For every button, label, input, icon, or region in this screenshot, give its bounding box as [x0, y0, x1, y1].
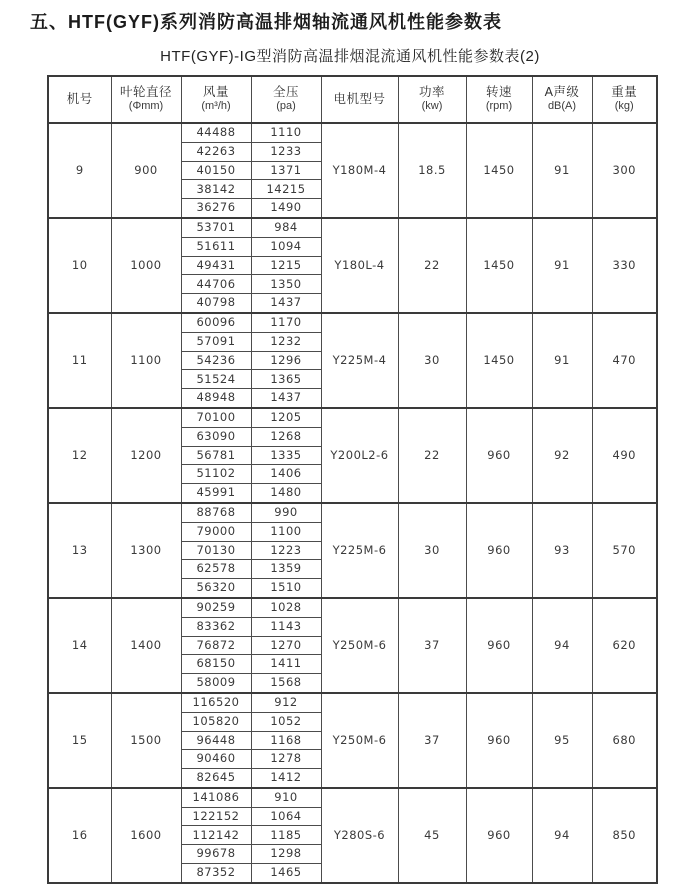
page-title: 五、HTF(GYF)系列消防高温排烟轴流通风机性能参数表 [30, 12, 502, 32]
airflow-cell: 58009 [181, 674, 251, 693]
header-speed [466, 76, 532, 123]
weight-cell: 330 [592, 218, 657, 313]
weight-cell: 570 [592, 503, 657, 598]
noise-level-cell: 94 [532, 788, 592, 883]
noise-level-cell: 93 [532, 503, 592, 598]
speed-cell: 1450 [466, 123, 532, 218]
power-cell: 37 [398, 693, 466, 788]
pressure-cell: 1270 [251, 636, 321, 655]
pressure-cell: 1480 [251, 484, 321, 503]
pressure-cell: 984 [251, 218, 321, 237]
airflow-cell: 96448 [181, 731, 251, 750]
airflow-cell: 70130 [181, 541, 251, 560]
pressure-cell: 1298 [251, 845, 321, 864]
speed-cell: 1450 [466, 218, 532, 313]
impeller-diameter-cell: 1000 [111, 218, 181, 313]
header-unit: (rpm) [485, 100, 513, 113]
power-cell: 45 [398, 788, 466, 883]
table-row [48, 123, 657, 142]
speed-cell: 1450 [466, 313, 532, 408]
header-machine-no [48, 76, 111, 123]
machine-no-cell: 14 [48, 598, 111, 693]
airflow-cell: 141086 [181, 788, 251, 807]
airflow-cell: 40150 [181, 161, 251, 180]
motor-model-cell: Y180L-4 [321, 218, 398, 313]
motor-model-cell: Y225M-6 [321, 503, 398, 598]
pressure-cell: 1437 [251, 389, 321, 408]
motor-model-cell: Y225M-4 [321, 313, 398, 408]
header-unit: (m³/h) [201, 100, 231, 113]
pressure-cell: 1465 [251, 864, 321, 883]
pressure-cell: 1168 [251, 731, 321, 750]
machine-no-cell: 16 [48, 788, 111, 883]
motor-model-cell: Y250M-6 [321, 598, 398, 693]
header-motor-model [321, 76, 398, 123]
pressure-cell: 1406 [251, 465, 321, 484]
header-label: 机号 [66, 91, 93, 106]
header-unit: (pa) [276, 100, 296, 113]
pressure-cell: 1411 [251, 655, 321, 674]
header-label: 电机型号 [333, 91, 386, 106]
speed-cell: 960 [466, 788, 532, 883]
pressure-cell: 1028 [251, 598, 321, 617]
airflow-cell: 48948 [181, 389, 251, 408]
header-label: 全压 [272, 84, 299, 99]
pressure-cell: 1232 [251, 332, 321, 351]
airflow-cell: 70100 [181, 408, 251, 427]
table-header-row [48, 76, 657, 123]
power-cell: 18.5 [398, 123, 466, 218]
impeller-diameter-cell: 1400 [111, 598, 181, 693]
power-cell: 37 [398, 598, 466, 693]
motor-model-cell: Y200L2-6 [321, 408, 398, 503]
airflow-cell: 49431 [181, 256, 251, 275]
motor-model-cell: Y180M-4 [321, 123, 398, 218]
pressure-cell: 1490 [251, 199, 321, 218]
machine-no-cell: 11 [48, 313, 111, 408]
table-row [48, 693, 657, 712]
airflow-cell: 42263 [181, 142, 251, 161]
header-label: 风量 [202, 84, 229, 99]
noise-level-cell: 91 [532, 313, 592, 408]
pressure-cell: 1437 [251, 294, 321, 313]
airflow-cell: 88768 [181, 503, 251, 522]
motor-model-cell: Y280S-6 [321, 788, 398, 883]
airflow-cell: 45991 [181, 484, 251, 503]
header-label: A声级 [544, 84, 580, 99]
pressure-cell: 1371 [251, 161, 321, 180]
weight-cell: 680 [592, 693, 657, 788]
airflow-cell: 44488 [181, 123, 251, 142]
header-pressure [251, 76, 321, 123]
pressure-cell: 1359 [251, 560, 321, 579]
airflow-cell: 68150 [181, 655, 251, 674]
airflow-cell: 51102 [181, 465, 251, 484]
airflow-cell: 53701 [181, 218, 251, 237]
header-label: 叶轮直径 [119, 84, 172, 99]
airflow-cell: 82645 [181, 769, 251, 788]
airflow-cell: 90259 [181, 598, 251, 617]
weight-cell: 470 [592, 313, 657, 408]
header-unit: (kw) [421, 100, 443, 113]
airflow-cell: 76872 [181, 636, 251, 655]
fan-performance-table [47, 75, 658, 884]
weight-cell: 490 [592, 408, 657, 503]
impeller-diameter-cell: 1200 [111, 408, 181, 503]
pressure-cell: 1170 [251, 313, 321, 332]
speed-cell: 960 [466, 503, 532, 598]
airflow-cell: 44706 [181, 275, 251, 294]
pressure-cell: 1568 [251, 674, 321, 693]
machine-no-cell: 15 [48, 693, 111, 788]
airflow-cell: 60096 [181, 313, 251, 332]
impeller-diameter-cell: 900 [111, 123, 181, 218]
impeller-diameter-cell: 1100 [111, 313, 181, 408]
table-row [48, 218, 657, 237]
pressure-cell: 1094 [251, 237, 321, 256]
header-impeller-diameter [111, 76, 181, 123]
pressure-cell: 1278 [251, 750, 321, 769]
airflow-cell: 51524 [181, 370, 251, 389]
weight-cell: 620 [592, 598, 657, 693]
pressure-cell: 1143 [251, 617, 321, 636]
pressure-cell: 1100 [251, 522, 321, 541]
pressure-cell: 1215 [251, 256, 321, 275]
pressure-cell: 1510 [251, 579, 321, 598]
header-unit: dB(A) [547, 100, 577, 113]
airflow-cell: 36276 [181, 199, 251, 218]
pressure-cell: 1296 [251, 351, 321, 370]
table-row [48, 503, 657, 522]
machine-no-cell: 13 [48, 503, 111, 598]
airflow-cell: 87352 [181, 864, 251, 883]
impeller-diameter-cell: 1300 [111, 503, 181, 598]
airflow-cell: 63090 [181, 427, 251, 446]
airflow-cell: 90460 [181, 750, 251, 769]
airflow-cell: 116520 [181, 693, 251, 712]
weight-cell: 850 [592, 788, 657, 883]
pressure-cell: 910 [251, 788, 321, 807]
machine-no-cell: 12 [48, 408, 111, 503]
airflow-cell: 112142 [181, 826, 251, 845]
airflow-cell: 79000 [181, 522, 251, 541]
airflow-cell: 40798 [181, 294, 251, 313]
table-row [48, 598, 657, 617]
airflow-cell: 56320 [181, 579, 251, 598]
noise-level-cell: 94 [532, 598, 592, 693]
impeller-diameter-cell: 1600 [111, 788, 181, 883]
pressure-cell: 1365 [251, 370, 321, 389]
table-subtitle: HTF(GYF)-IG型消防高温排烟混流通风机性能参数表(2) [160, 48, 540, 65]
pressure-cell: 1223 [251, 541, 321, 560]
header-label: 重量 [611, 84, 638, 99]
weight-cell: 300 [592, 123, 657, 218]
pressure-cell: 1350 [251, 275, 321, 294]
airflow-cell: 51611 [181, 237, 251, 256]
pressure-cell: 1052 [251, 712, 321, 731]
power-cell: 30 [398, 503, 466, 598]
table-row [48, 788, 657, 807]
table-row [48, 313, 657, 332]
pressure-cell: 1233 [251, 142, 321, 161]
header-noise-level [532, 76, 592, 123]
header-weight [592, 76, 657, 123]
motor-model-cell: Y250M-6 [321, 693, 398, 788]
noise-level-cell: 91 [532, 218, 592, 313]
speed-cell: 960 [466, 408, 532, 503]
header-power [398, 76, 466, 123]
header-airflow [181, 76, 251, 123]
airflow-cell: 38142 [181, 180, 251, 199]
airflow-cell: 57091 [181, 332, 251, 351]
noise-level-cell: 95 [532, 693, 592, 788]
header-unit: (Φmm) [128, 100, 164, 113]
pressure-cell: 1268 [251, 427, 321, 446]
header-unit: (kg) [614, 100, 634, 113]
airflow-cell: 56781 [181, 446, 251, 465]
header-label: 转速 [485, 84, 512, 99]
power-cell: 22 [398, 218, 466, 313]
pressure-cell: 14215 [251, 180, 321, 199]
pressure-cell: 1412 [251, 769, 321, 788]
speed-cell: 960 [466, 598, 532, 693]
pressure-cell: 1064 [251, 807, 321, 826]
noise-level-cell: 91 [532, 123, 592, 218]
power-cell: 22 [398, 408, 466, 503]
machine-no-cell: 10 [48, 218, 111, 313]
airflow-cell: 54236 [181, 351, 251, 370]
noise-level-cell: 92 [532, 408, 592, 503]
impeller-diameter-cell: 1500 [111, 693, 181, 788]
airflow-cell: 105820 [181, 712, 251, 731]
pressure-cell: 990 [251, 503, 321, 522]
pressure-cell: 1110 [251, 123, 321, 142]
table-row [48, 408, 657, 427]
header-label: 功率 [418, 84, 445, 99]
speed-cell: 960 [466, 693, 532, 788]
airflow-cell: 62578 [181, 560, 251, 579]
machine-no-cell: 9 [48, 123, 111, 218]
airflow-cell: 122152 [181, 807, 251, 826]
pressure-cell: 1185 [251, 826, 321, 845]
pressure-cell: 912 [251, 693, 321, 712]
pressure-cell: 1205 [251, 408, 321, 427]
airflow-cell: 83362 [181, 617, 251, 636]
airflow-cell: 99678 [181, 845, 251, 864]
power-cell: 30 [398, 313, 466, 408]
pressure-cell: 1335 [251, 446, 321, 465]
